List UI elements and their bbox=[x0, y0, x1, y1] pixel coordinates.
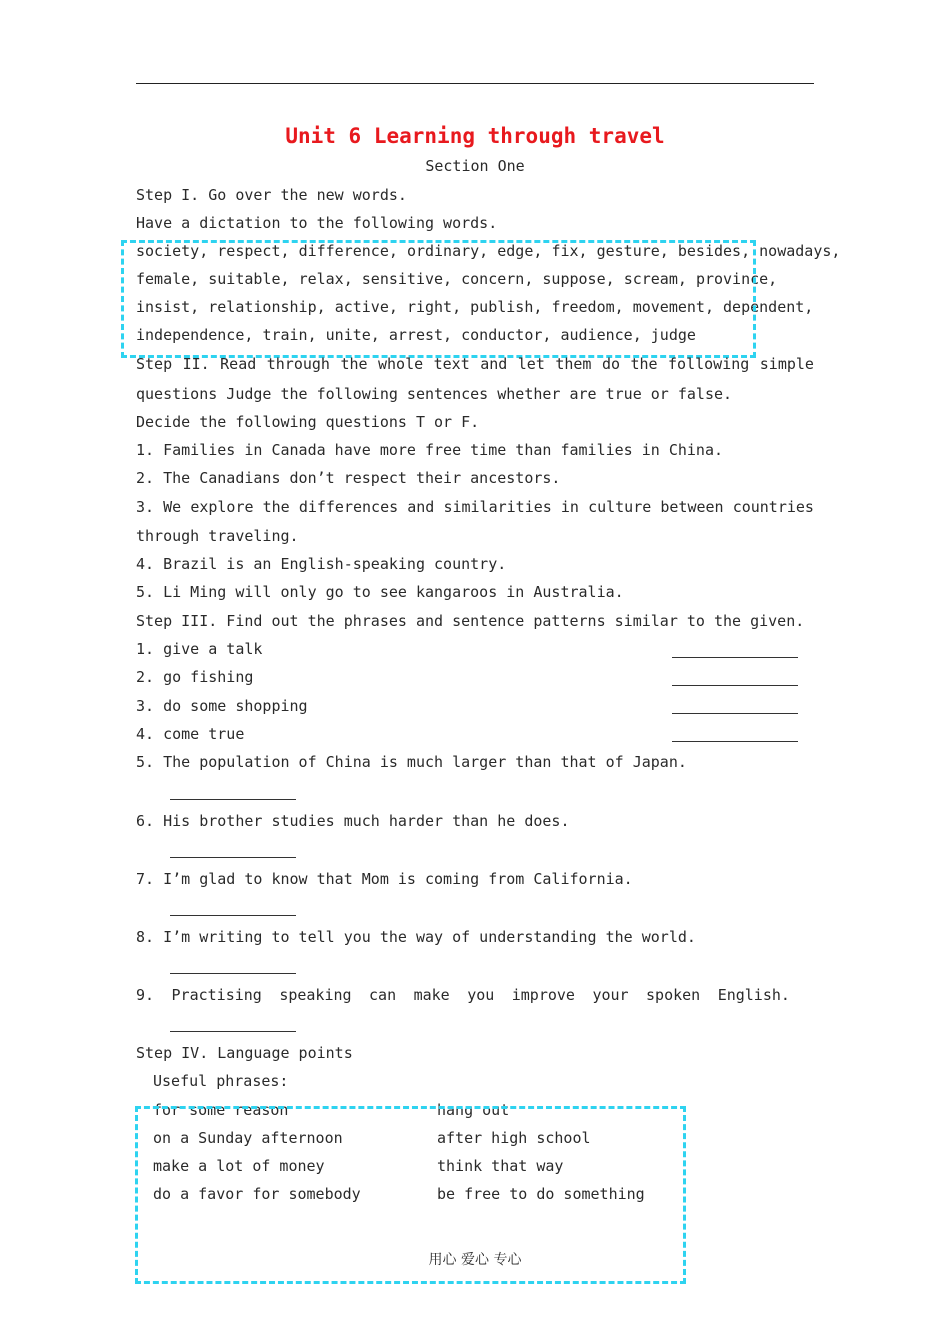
phrase-2: 2. go fishing bbox=[136, 668, 254, 686]
useful-phrases-label: Useful phrases: bbox=[153, 1072, 289, 1090]
phrase-right-1: hang out bbox=[437, 1101, 510, 1119]
step3-heading: Step III. Find out the phrases and sentence patterns similar to the given. bbox=[136, 612, 805, 630]
step2-heading: Step II. Read through the whole text and let them do the following simple bbox=[136, 355, 814, 373]
phrase-left-2: on a Sunday afternoon bbox=[153, 1129, 343, 1147]
sentence-5: 5. The population of China is much larger than that of Japan. bbox=[136, 753, 687, 771]
answer-blank-9[interactable] bbox=[170, 1031, 296, 1032]
header-rule bbox=[136, 83, 814, 84]
phrase-4: 4. come true bbox=[136, 725, 245, 743]
step2-heading-continued: questions Judge the following sentences whether are true or false. bbox=[136, 385, 733, 403]
sentence-8: 8. I’m writing to tell you the way of understanding the world. bbox=[136, 928, 696, 946]
word-line-1: society, respect, difference, ordinary, edge, fix, gesture, besides, nowadays, bbox=[136, 242, 841, 260]
tf-question-3: 3. We explore the differences and similarities in culture between countries bbox=[136, 498, 814, 516]
tf-question-3-continued: through traveling. bbox=[136, 527, 299, 545]
sentence-6: 6. His brother studies much harder than he does. bbox=[136, 812, 570, 830]
tf-question-5: 5. Li Ming will only go to see kangaroos in Australia. bbox=[136, 583, 624, 601]
answer-blank-4[interactable] bbox=[672, 741, 798, 742]
answer-blank-2[interactable] bbox=[672, 685, 798, 686]
tf-question-1: 1. Families in Canada have more free time than families in China. bbox=[136, 441, 723, 459]
tf-question-2: 2. The Canadians don’t respect their ancestors. bbox=[136, 469, 561, 487]
vocabulary-highlight-box bbox=[121, 240, 756, 358]
page-title: Unit 6 Learning through travel bbox=[285, 124, 665, 148]
sentence-7: 7. I’m glad to know that Mom is coming from California. bbox=[136, 870, 633, 888]
tf-question-4: 4. Brazil is an English-speaking country. bbox=[136, 555, 507, 573]
phrase-left-1: for some reason bbox=[153, 1101, 289, 1119]
step2-instruction: Decide the following questions T or F. bbox=[136, 413, 480, 431]
answer-blank-6[interactable] bbox=[170, 857, 296, 858]
answer-blank-7[interactable] bbox=[170, 915, 296, 916]
answer-blank-3[interactable] bbox=[672, 713, 798, 714]
answer-blank-8[interactable] bbox=[170, 973, 296, 974]
step1-instruction: Have a dictation to the following words. bbox=[136, 214, 498, 232]
phrase-right-4: be free to do something bbox=[437, 1185, 645, 1203]
word-line-4: independence, train, unite, arrest, conductor, audience, judge bbox=[136, 326, 696, 344]
sentence-9: 9. Practising speaking can make you improve your spoken English. bbox=[136, 986, 790, 1004]
section-subtitle: Section One bbox=[425, 157, 525, 175]
word-line-2: female, suitable, relax, sensitive, concern, suppose, scream, province, bbox=[136, 270, 778, 288]
phrase-right-3: think that way bbox=[437, 1157, 564, 1175]
step4-heading: Step IV. Language points bbox=[136, 1044, 353, 1062]
phrase-3: 3. do some shopping bbox=[136, 697, 308, 715]
step1-heading: Step I. Go over the new words. bbox=[136, 186, 407, 204]
answer-blank-1[interactable] bbox=[672, 657, 798, 658]
phrase-left-4: do a favor for somebody bbox=[153, 1185, 361, 1203]
phrase-right-2: after high school bbox=[437, 1129, 591, 1147]
phrase-left-3: make a lot of money bbox=[153, 1157, 325, 1175]
word-line-3: insist, relationship, active, right, publish, freedom, movement, dependent, bbox=[136, 298, 814, 316]
phrase-1: 1. give a talk bbox=[136, 640, 263, 658]
page-footer: 用心 爱心 专心 bbox=[428, 1252, 522, 1268]
answer-blank-5[interactable] bbox=[170, 799, 296, 800]
